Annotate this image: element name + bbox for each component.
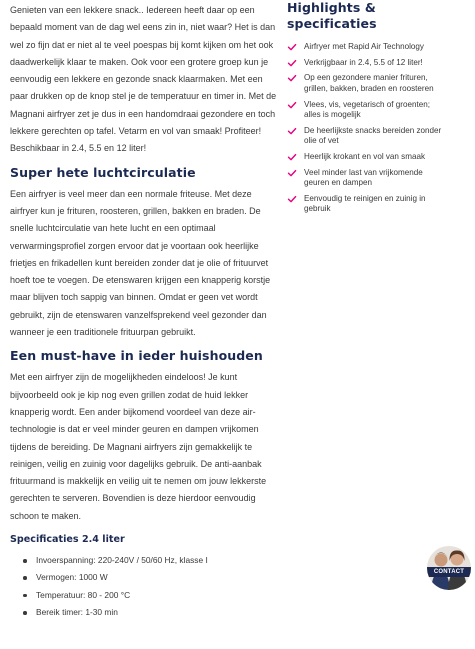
highlight-text: Heerlijk krokant en vol van smaak xyxy=(304,151,426,161)
spec-list xyxy=(10,552,278,622)
article-column xyxy=(10,0,278,622)
highlights-list xyxy=(287,42,447,215)
highlight-text: Op een gezondere manier frituren, grillen, bakken, braden en roosteren xyxy=(304,73,434,93)
spec-item: Vermogen: 1000 W xyxy=(36,569,278,586)
highlight-item xyxy=(287,194,447,215)
highlight-item xyxy=(287,58,447,69)
checkmark-icon xyxy=(287,58,297,68)
contact-widget-button[interactable] xyxy=(427,546,471,590)
spec-item: Temperatuur: 80 - 200 °C xyxy=(36,587,278,604)
highlight-item xyxy=(287,168,447,189)
highlight-text: Airfryer met Rapid Air Technology xyxy=(304,42,424,51)
checkmark-icon xyxy=(287,100,297,110)
checkmark-icon xyxy=(287,42,297,52)
contact-label: CONTACT xyxy=(427,567,471,577)
spec-heading: Specificaties 2.4 liter xyxy=(10,534,125,546)
intro-paragraph: Genieten van een lekkere snack.. Iedereen heeft daar op een bepaald moment van de dag wel eens zin in, niet waar? Het is dan wel zo fijn dat er niet al te veel poespas bij komt kijken om het ook daadwerkelijk klaar te maken. Ook voor een grotere groep kun je eenvoudig een lekkere en gezonde snack klaarmaken. Met een paar drukken op de knop stel je de temperatuur en timer in. Met de Magnani airfryer zet je dus in een handomdraai gezondere en toch lekkere gerechten op tafel. Vetarm en vol van smaak! Profiteer! Beschikbaar in 2.4, 5.5 en 12 liter! xyxy=(10,5,277,154)
checkmark-icon xyxy=(287,152,297,162)
checkmark-icon xyxy=(287,73,297,83)
highlight-item xyxy=(287,152,447,163)
spec-item: Bereik timer: 1-30 min xyxy=(36,604,278,621)
spec-item: Invoerspanning: 220-240V / 50/60 Hz, klasse I xyxy=(36,552,278,569)
highlight-text: Vlees, vis, vegetarisch of groenten; alles is mogelijk xyxy=(304,99,430,120)
must-have-paragraph: Met een airfryer zijn de mogelijkheden eindeloos! Je kunt bijvoorbeeld ook je kip nog even grillen zodat de huid lekker knapperig wordt. Een ander bijkomend voordeel van deze air-technologie is dat er veel minder geuren en dampen vrijkomen tijdens de bereiding. De Magnani airfryers zijn gemakkelijk te reinigen, veilig en zuinig voor dagelijks gebruik. De anti-aanbak frituurmand is makkelijk en veilig uit te nemen om jouw lekkerste gerechten te serveren. Bovendien is deze hierdoor eenvoudig schoon te maken. xyxy=(10,372,267,521)
highlight-item xyxy=(287,100,447,121)
air-circulation-paragraph: Een airfryer is veel meer dan een normale friteuse. Met deze airfryer kun je frituren, roosteren, grillen, bakken en braden. De snelle luchtcirculatie van hete lucht en een optimaal verwarmingsprofiel zorgen ervoor dat je voortaan ook heerlijke frietjes en frikadellen kunt bereiden zonder dat je olie of frituurvet hoeft toe te voegen. De etenswaren krijgen een knapperig korstje maar blijven toch sappig van binnen. Omdat er geen vet wordt gebruikt, zijn de etenswaren vanzelfsprekend veel gezonder dan wanneer je een traditionele frituurpan gebruikt. xyxy=(10,188,271,338)
highlight-text: De heerlijkste snacks bereiden zonder olie of vet xyxy=(304,125,442,146)
checkmark-icon xyxy=(287,194,297,204)
highlight-item xyxy=(287,42,447,53)
section-heading-air-circulation: Super hete luchtcirculatie xyxy=(10,164,196,180)
highlights-heading: Highlights & specificaties xyxy=(287,0,377,31)
highlight-text: Eenvoudig te reinigen en zuinig in gebruik xyxy=(304,193,426,214)
highlight-item xyxy=(287,126,447,147)
highlight-text: Verkrijgbaar in 2.4, 5.5 of 12 liter! xyxy=(304,57,423,67)
section-heading-must-have: Een must-have in ieder huishouden xyxy=(10,348,263,364)
highlight-text: Veel minder last van vrijkomende geuren en dampen xyxy=(304,167,423,188)
highlights-panel xyxy=(287,0,447,220)
checkmark-icon xyxy=(287,168,297,178)
checkmark-icon xyxy=(287,126,297,136)
highlight-item xyxy=(287,73,447,94)
